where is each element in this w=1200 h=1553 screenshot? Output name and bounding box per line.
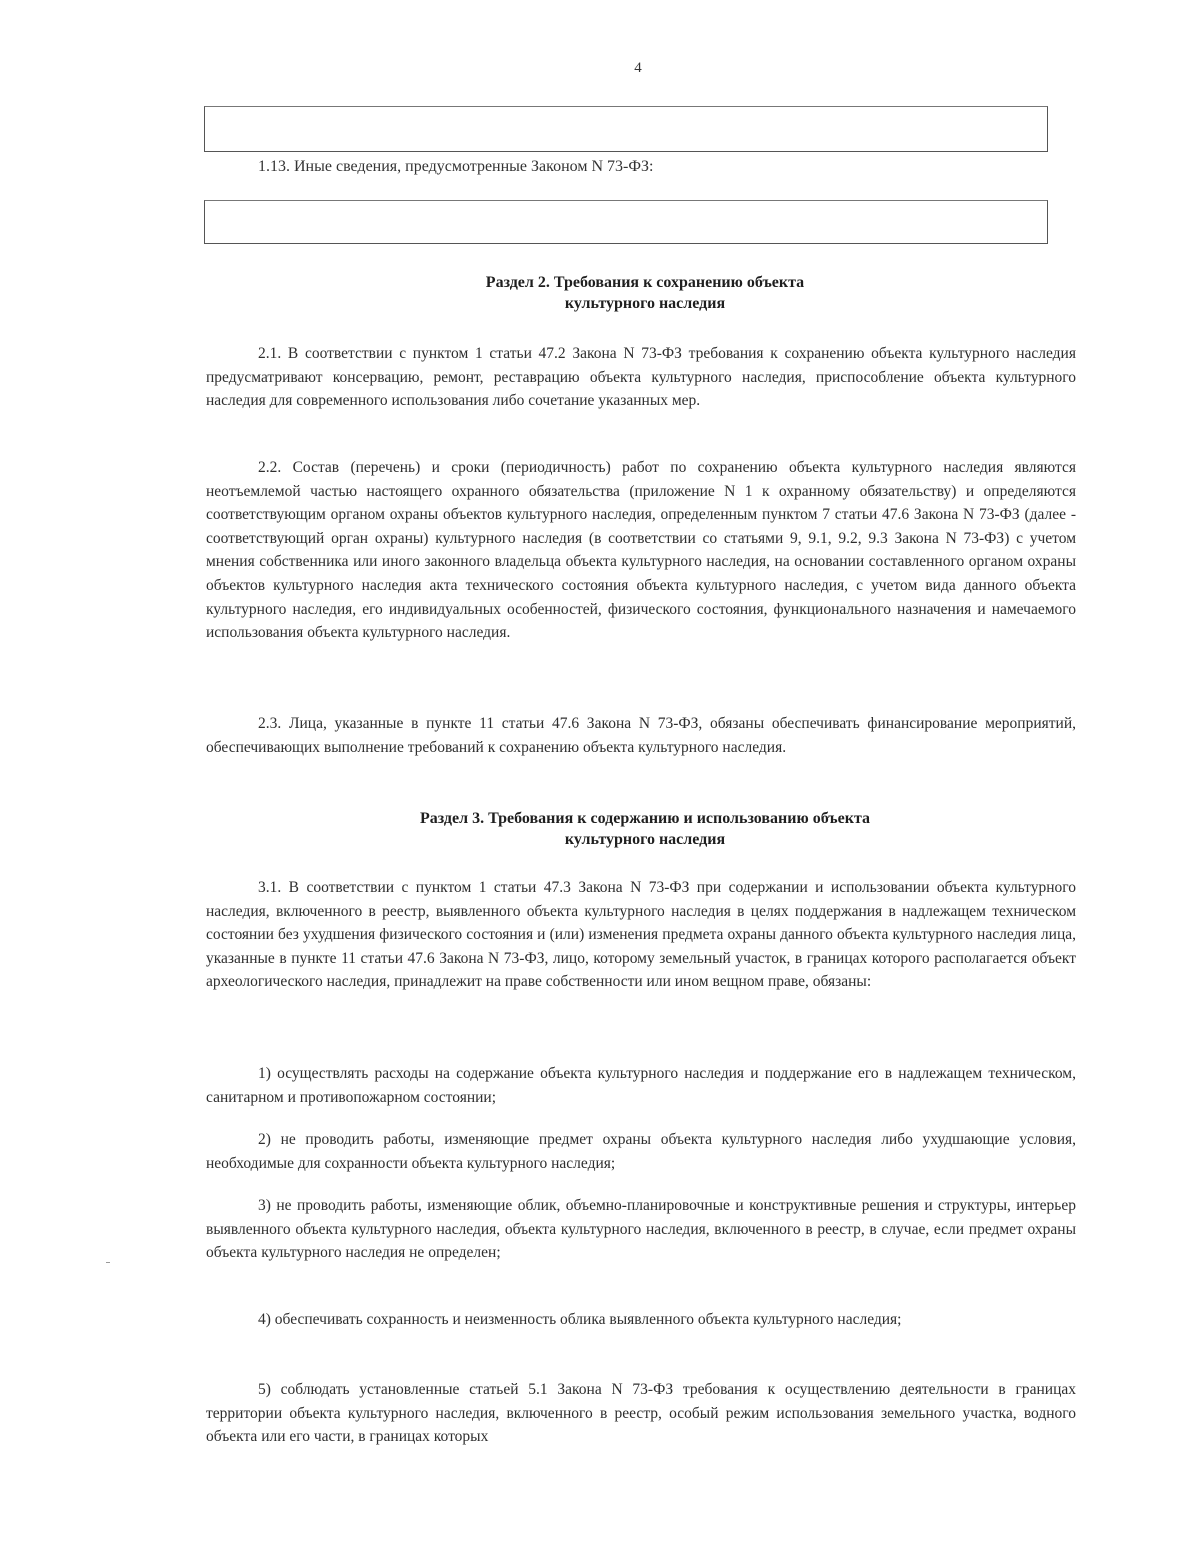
section-3-heading <box>200 808 1090 850</box>
obligation-item-4: 4) обеспечивать сохранность и неизменность облика выявленного объекта культурного наследия; <box>258 1311 902 1328</box>
blank-field-box-other-info <box>204 200 1048 244</box>
section-2-heading-line2: культурного наследия <box>564 295 726 312</box>
obligation-item-5: 5) соблюдать установленные статьей 5.1 Закона N 73-ФЗ требования к осуществлению деятельности в границах территории объекта культурного наследия, включенного в реестр, особый режим использования земельного участка, водного объекта или его части, в границах которых <box>206 1381 1076 1446</box>
paragraph-2-2: 2.2. Состав (перечень) и сроки (периодичность) работ по сохранению объекта культурного наследия являются неотъемлемой частью настоящего охранного обязательства (приложение N 1 к охранному обязательству) и определяются соответствующим органом охраны объектов культурного наследия, определенным пунктом 7 статьи 47.6 Закона N 73-ФЗ (далее - соответствующий орган охраны) культурного наследия (в соответствии со статьями 9, 9.1, 9.2, 9.3 Закона N 73-ФЗ) с учетом мнения собственника или иного законного владельца объекта культурного наследия, на основании составленного органом охраны объектов культурного наследия акта технического состояния объекта культурного наследия, с учетом вида данного объекта культурного наследия, его индивидуальных особенностей, физического состояния, функционального назначения и намечаемого использования объекта культурного наследия. <box>206 459 1076 642</box>
section-2-heading-line1: Раздел 2. Требования к сохранению объекта <box>485 274 805 291</box>
paragraph-2-3: 2.3. Лица, указанные в пункте 11 статьи 47.6 Закона N 73-ФЗ, обязаны обеспечивать финансирование мероприятий, обеспечивающих выполнение требований к сохранению объекта культурного наследия. <box>206 715 1076 756</box>
blank-field-box <box>204 106 1048 152</box>
paragraph-2-1: 2.1. В соответствии с пунктом 1 статьи 47.2 Закона N 73-ФЗ требования к сохранению объекта культурного наследия предусматривают консервацию, ремонт, реставрацию объекта культурного наследия, приспособление объекта культурного наследия для современного использования либо сочетание указанных мер. <box>206 345 1076 410</box>
section-2-heading <box>200 272 1090 314</box>
obligation-item-2: 2) не проводить работы, изменяющие предмет охраны объекта культурного наследия либо ухудшающие условия, необходимые для сохранности объекта культурного наследия; <box>206 1131 1076 1172</box>
item-1-13-label: 1.13. Иные сведения, предусмотренные Законом N 73-ФЗ: <box>258 158 654 175</box>
obligation-item-3: 3) не проводить работы, изменяющие облик, объемно-планировочные и конструктивные решения и структуры, интерьер выявленного объекта культурного наследия, объекта культурного наследия, включенного в реестр, в случае, если предмет охраны объекта культурного наследия не определен; <box>206 1197 1076 1262</box>
obligation-item-1: 1) осуществлять расходы на содержание объекта культурного наследия и поддержание его в надлежащем техническом, санитарном и противопожарном состоянии; <box>206 1065 1076 1106</box>
scan-margin-mark <box>106 1262 110 1263</box>
page-number: 4 <box>634 60 642 76</box>
paragraph-3-1: 3.1. В соответствии с пунктом 1 статьи 47.3 Закона N 73-ФЗ при содержании и использовании объекта культурного наследия, включенного в реестр, выявленного объекта культурного наследия в целях поддержания в надлежащем техническом состоянии без ухудшения физического состояния и (или) изменения предмета охраны данного объекта культурного наследия лица, указанные в пункте 11 статьи 47.6 Закона N 73-ФЗ, лицо, которому земельный участок, в границах которого располагается объект археологического наследия, принадлежит на праве собственности или ином вещном праве, обязаны: <box>206 879 1076 991</box>
section-3-heading-line1: Раздел 3. Требования к содержанию и использованию объекта <box>419 810 871 827</box>
section-3-heading-line2: культурного наследия <box>564 831 726 848</box>
